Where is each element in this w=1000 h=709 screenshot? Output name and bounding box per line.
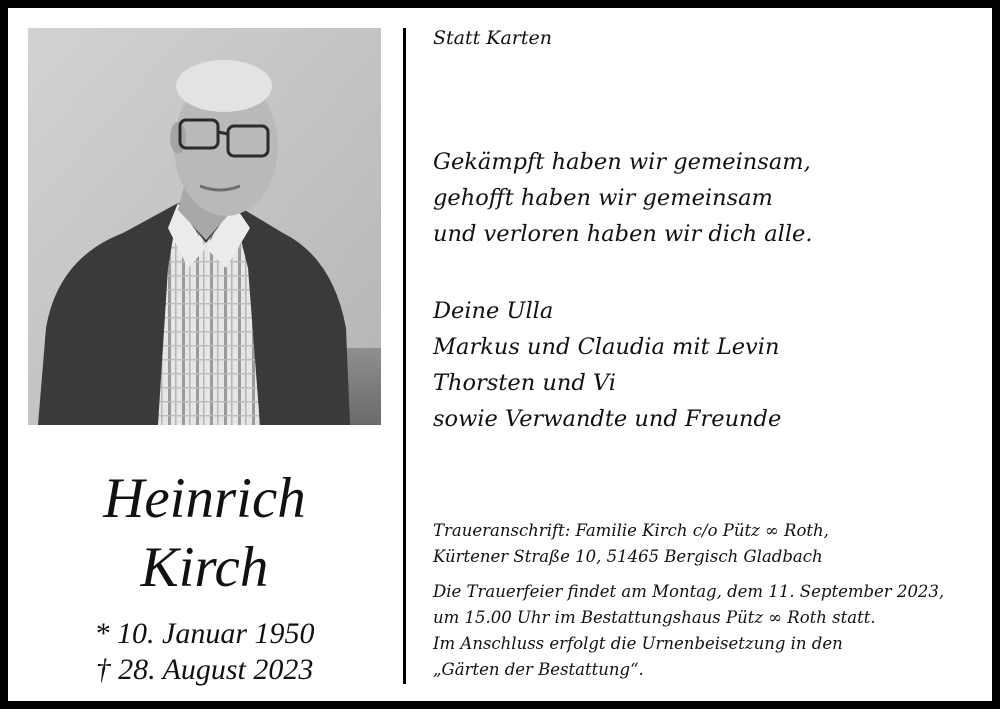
- address-line: Traueranschrift: Familie Kirch c/o Pütz ∞ Roth,: [433, 521, 829, 540]
- mourners-list: [433, 293, 781, 437]
- portrait-photo-icon: [28, 28, 381, 425]
- verse-line: gehofft haben wir gemeinsam: [433, 185, 773, 211]
- mourner-line: Markus und Claudia mit Levin: [433, 334, 780, 360]
- service-line: Die Trauerfeier findet am Montag, dem 11. September 2023,: [433, 582, 945, 601]
- deceased-last-name: Kirch: [140, 536, 269, 599]
- verse-line: und verloren haben wir dich alle.: [433, 221, 813, 247]
- memorial-verse: [433, 144, 813, 252]
- service-line: Im Anschluss erfolgt die Urnenbeisetzung in den: [433, 634, 843, 653]
- portrait-photo: [28, 28, 381, 425]
- vertical-divider: [403, 28, 406, 684]
- death-date: † 28. August 2023: [95, 653, 314, 686]
- service-line: „Gärten der Bestattung“.: [433, 660, 644, 679]
- verse-line: Gekämpft haben wir gemeinsam,: [433, 149, 811, 175]
- mourner-line: sowie Verwandte und Freunde: [433, 406, 782, 432]
- address-line: Kürtener Straße 10, 51465 Bergisch Gladbach: [433, 547, 823, 566]
- service-line: um 15.00 Uhr im Bestattungshaus Pütz ∞ Roth statt.: [433, 608, 876, 627]
- mourner-line: Deine Ulla: [433, 298, 554, 324]
- mourner-line: Thorsten und Vi: [433, 370, 616, 396]
- deceased-first-name: Heinrich: [103, 467, 306, 530]
- funeral-service-info: [433, 579, 944, 683]
- heading-statt-karten: Statt Karten: [433, 27, 553, 49]
- mourning-address: [433, 518, 829, 570]
- birth-date: * 10. Januar 1950: [94, 617, 315, 650]
